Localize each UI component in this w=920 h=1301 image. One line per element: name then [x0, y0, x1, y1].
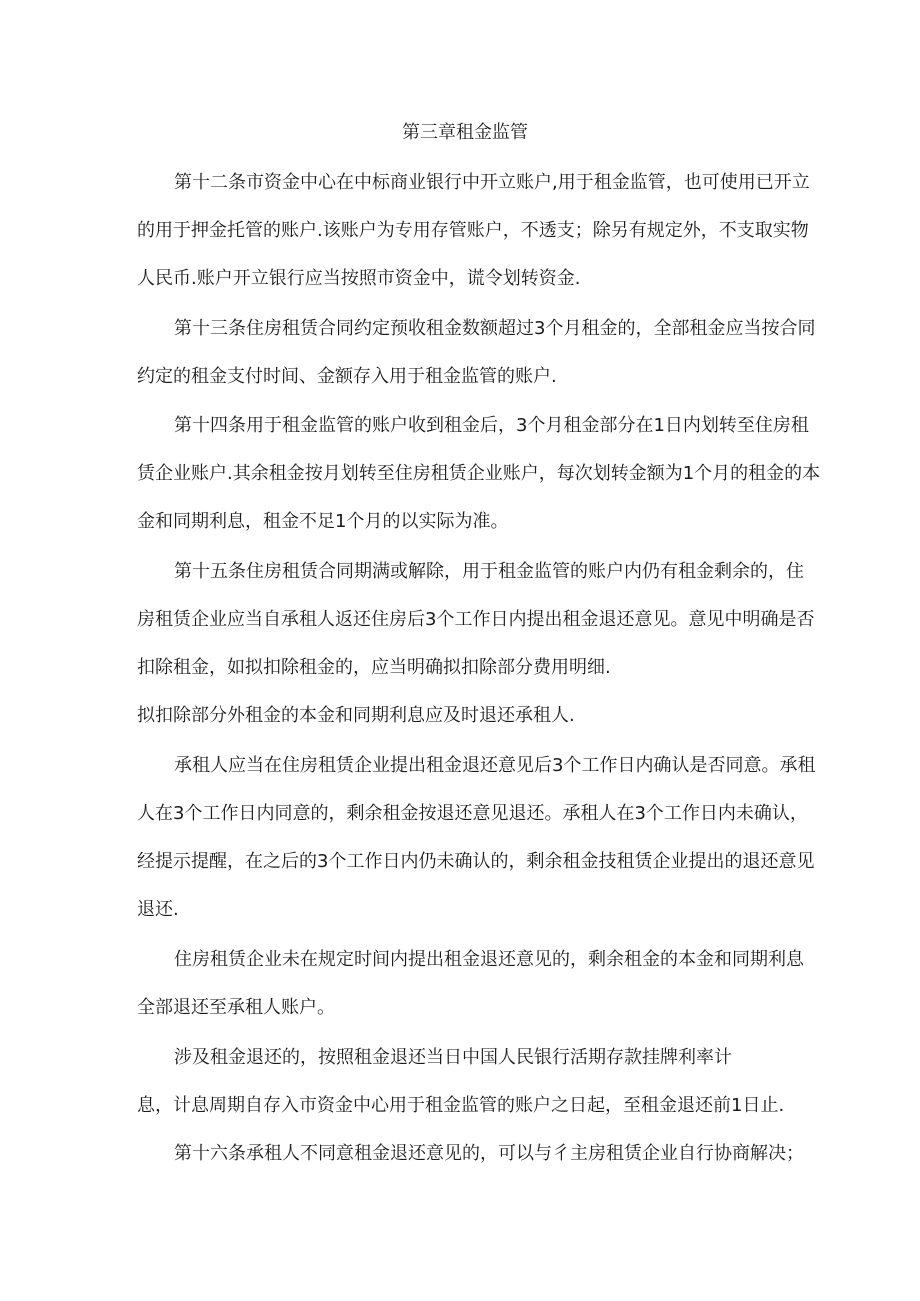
text-line: 住房租赁企业未在规定时间内提出租金退还意见的，剩余租金的本金和同期利息 [174, 949, 804, 970]
text-line: 第十二条市资金中心在中标商业银行中开立账户,用于租金监管，也可使用已开立 [174, 172, 810, 193]
text-line: 拟扣除部分外租金的本金和同期利息应及时退还承租人. [137, 705, 575, 726]
text-line: 第十五条住房租赁合同期满或解除，用于租金监管的账户内仍有租金剩余的，住 [174, 561, 804, 582]
text-line: 约定的租金支付时间、金额存入用于租金监管的账户. [137, 366, 557, 387]
text-line: 第十四条用于租金监管的账户收到租金后，3个月租金部分在1日内划转至住房租 [174, 415, 809, 436]
text-line: 人民币.账户开立银行应当按照市资金中，谎令划转资金. [137, 268, 581, 289]
page-title: 第三章租金监管 [402, 122, 528, 143]
text-line: 的用于押金托管的账户.该账户为专用存管账户，不透支；除另有规定外，不支取实物 [137, 220, 809, 241]
text-line: 第十六条承租人不同意租金退还意见的，可以与彳主房租赁企业自行协商解决； [174, 1143, 804, 1164]
text-line: 房租赁企业应当自承租人返还住房后3个工作日内提出租金退还意见。意见中明确是否 [137, 609, 815, 630]
text-line: 全部退还至承租人账户。 [137, 997, 335, 1018]
text-line: 经提示提醒，在之后的3个工作日内仍未确认的，剩余租金技租赁企业提出的退还意见 [137, 851, 815, 872]
text-line: 人在3个工作日内同意的，剩余租金按退还意见退还。承租人在3个工作日内未确认， [137, 803, 808, 824]
text-line: 金和同期利息，租金不足1个月的以实际为准。 [137, 511, 509, 532]
text-line: 赁企业账户.其余租金按月划转至住房租赁企业账户，每次划转金额为1个月的租金的本 [137, 463, 821, 484]
text-line: 承租人应当在住房租赁企业提出租金退还意见后3个工作日内确认是否同意。承租 [174, 755, 816, 776]
text-line: 涉及租金退还的，按照租金退还当日中国人民银行活期存款挂牌利率计 [174, 1047, 732, 1068]
text-line: 退还. [137, 899, 179, 920]
text-line: 第十三条住房租赁合同约定预收租金数额超过3个月租金的，全部租金应当按合同 [174, 318, 816, 339]
text-line: 息，计息周期自存入市资金中心用于租金监管的账户之日起，至租金退还前1日止. [137, 1095, 785, 1116]
text-line: 扣除租金，如拟扣除租金的，应当明确拟扣除部分费用明细. [137, 657, 611, 678]
